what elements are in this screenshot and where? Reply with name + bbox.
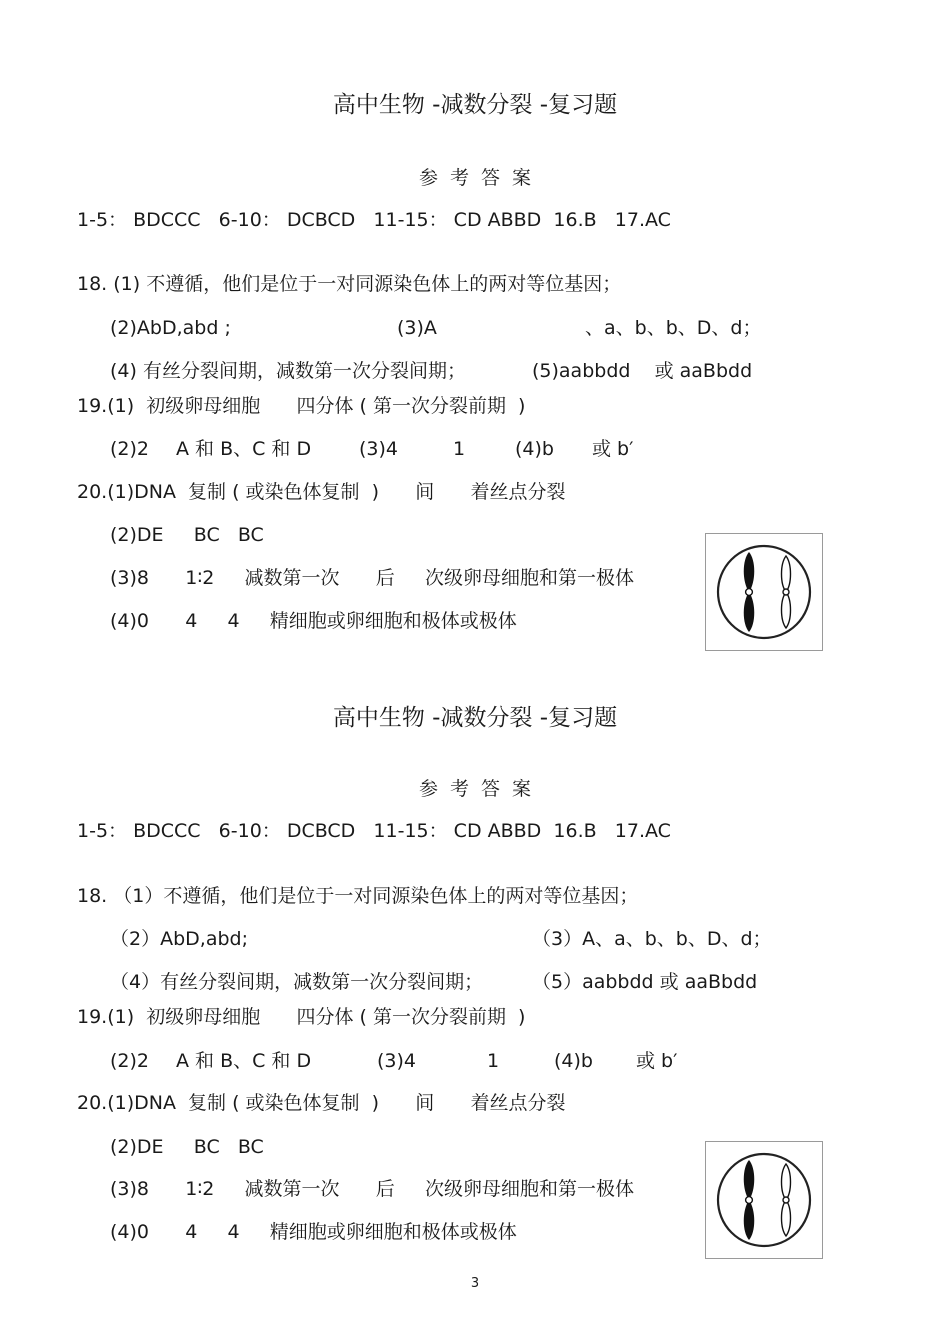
section-2-q20-4: (4)0 4 4 精细胞或卵细胞和极体或极体 [110, 1221, 517, 1243]
section-1-q20-3: (3)8 1∶2 减数第一次 后 次级卵母细胞和第一极体 [110, 567, 634, 589]
section-1-q19-2: (2)2 [110, 438, 150, 460]
section-2-q18-1: 18. （1）不遵循，他们是位于一对同源染色体上的两对等位基因； [77, 885, 639, 907]
section-2-chromosome-diagram [705, 1141, 823, 1259]
section-1-multiple-choice: 1-5： BDCCC 6-10： DCBCD 11-15： CD ABBD 16.B 17.AC [77, 209, 671, 231]
section-2-q20-1: 20.(1)DNA 复制 ( 或染色体复制 ) 间 着丝点分裂 [77, 1092, 566, 1114]
section-2-q18-4: （4）有丝分裂间期，减数第一次分裂间期； [110, 971, 484, 993]
section-2-q20-2: (2)DE BC BC [110, 1136, 264, 1158]
section-1-q18-3-continued: 、a、b、b、D、d； [585, 317, 762, 339]
section-1-title: 高中生物 -减数分裂 -复习题 [332, 92, 618, 118]
dark-chromosome [744, 1160, 755, 1240]
section-1-q19-4: (4)b [515, 438, 554, 460]
section-1-q18-2: (2)AbD,abd ; [110, 317, 231, 339]
section-1-q19-3: (3)4 [359, 438, 399, 460]
section-2-q20-3: (3)8 1∶2 减数第一次 后 次级卵母细胞和第一极体 [110, 1178, 634, 1200]
section-1-q19-4-answer: 或 b′ [592, 438, 634, 460]
section-1-q18-1: 18. (1) 不遵循，他们是位于一对同源染色体上的两对等位基因； [77, 273, 622, 295]
light-chromosome [782, 1164, 791, 1236]
section-2-multiple-choice: 1-5： BDCCC 6-10： DCBCD 11-15： CD ABBD 16.B 17.AC [77, 820, 671, 842]
section-1-q19-2-answer: A 和 B、C 和 D [176, 438, 312, 460]
section-2-q19-4-answer: 或 b′ [636, 1050, 678, 1072]
section-1-subtitle: 参考答案 [418, 167, 543, 189]
section-2-q19-2: (2)2 [110, 1050, 150, 1072]
section-1-q19-1: 19.(1) 初级卵母细胞 四分体 ( 第一次分裂前期 ) [77, 395, 526, 417]
section-1-q20-2: (2)DE BC BC [110, 524, 264, 546]
section-2-q18-2: （2）AbD,abd; [110, 928, 248, 950]
page-number: 3 [470, 1276, 480, 1291]
section-2-q19-3: (3)4 [377, 1050, 417, 1072]
section-1-chromosome-diagram [705, 533, 823, 651]
section-1-q18-5: (5)aabbdd 或 aaBbdd [532, 360, 753, 382]
light-chromosome [782, 556, 791, 628]
dark-chromosome [744, 552, 755, 632]
section-2-title: 高中生物 -减数分裂 -复习题 [332, 705, 618, 731]
section-1-q20-4: (4)0 4 4 精细胞或卵细胞和极体或极体 [110, 610, 517, 632]
section-2-q19-3-answer: 1 [487, 1050, 500, 1072]
section-2-q19-4: (4)b [554, 1050, 593, 1072]
section-1-q18-4: (4) 有丝分裂间期，减数第一次分裂间期； [110, 360, 466, 382]
section-2-q18-3: （3）A、a、b、b、D、d； [532, 928, 772, 950]
section-2-q19-1: 19.(1) 初级卵母细胞 四分体 ( 第一次分裂前期 ) [77, 1006, 526, 1028]
section-2-q19-2-answer: A 和 B、C 和 D [176, 1050, 312, 1072]
section-1-q19-3-answer: 1 [453, 438, 466, 460]
section-2-subtitle: 参考答案 [418, 778, 543, 800]
section-1-q18-3: (3)A [397, 317, 437, 339]
section-1-q20-1: 20.(1)DNA 复制 ( 或染色体复制 ) 间 着丝点分裂 [77, 481, 566, 503]
section-2-q18-5: （5）aabbdd 或 aaBbdd [532, 971, 758, 993]
